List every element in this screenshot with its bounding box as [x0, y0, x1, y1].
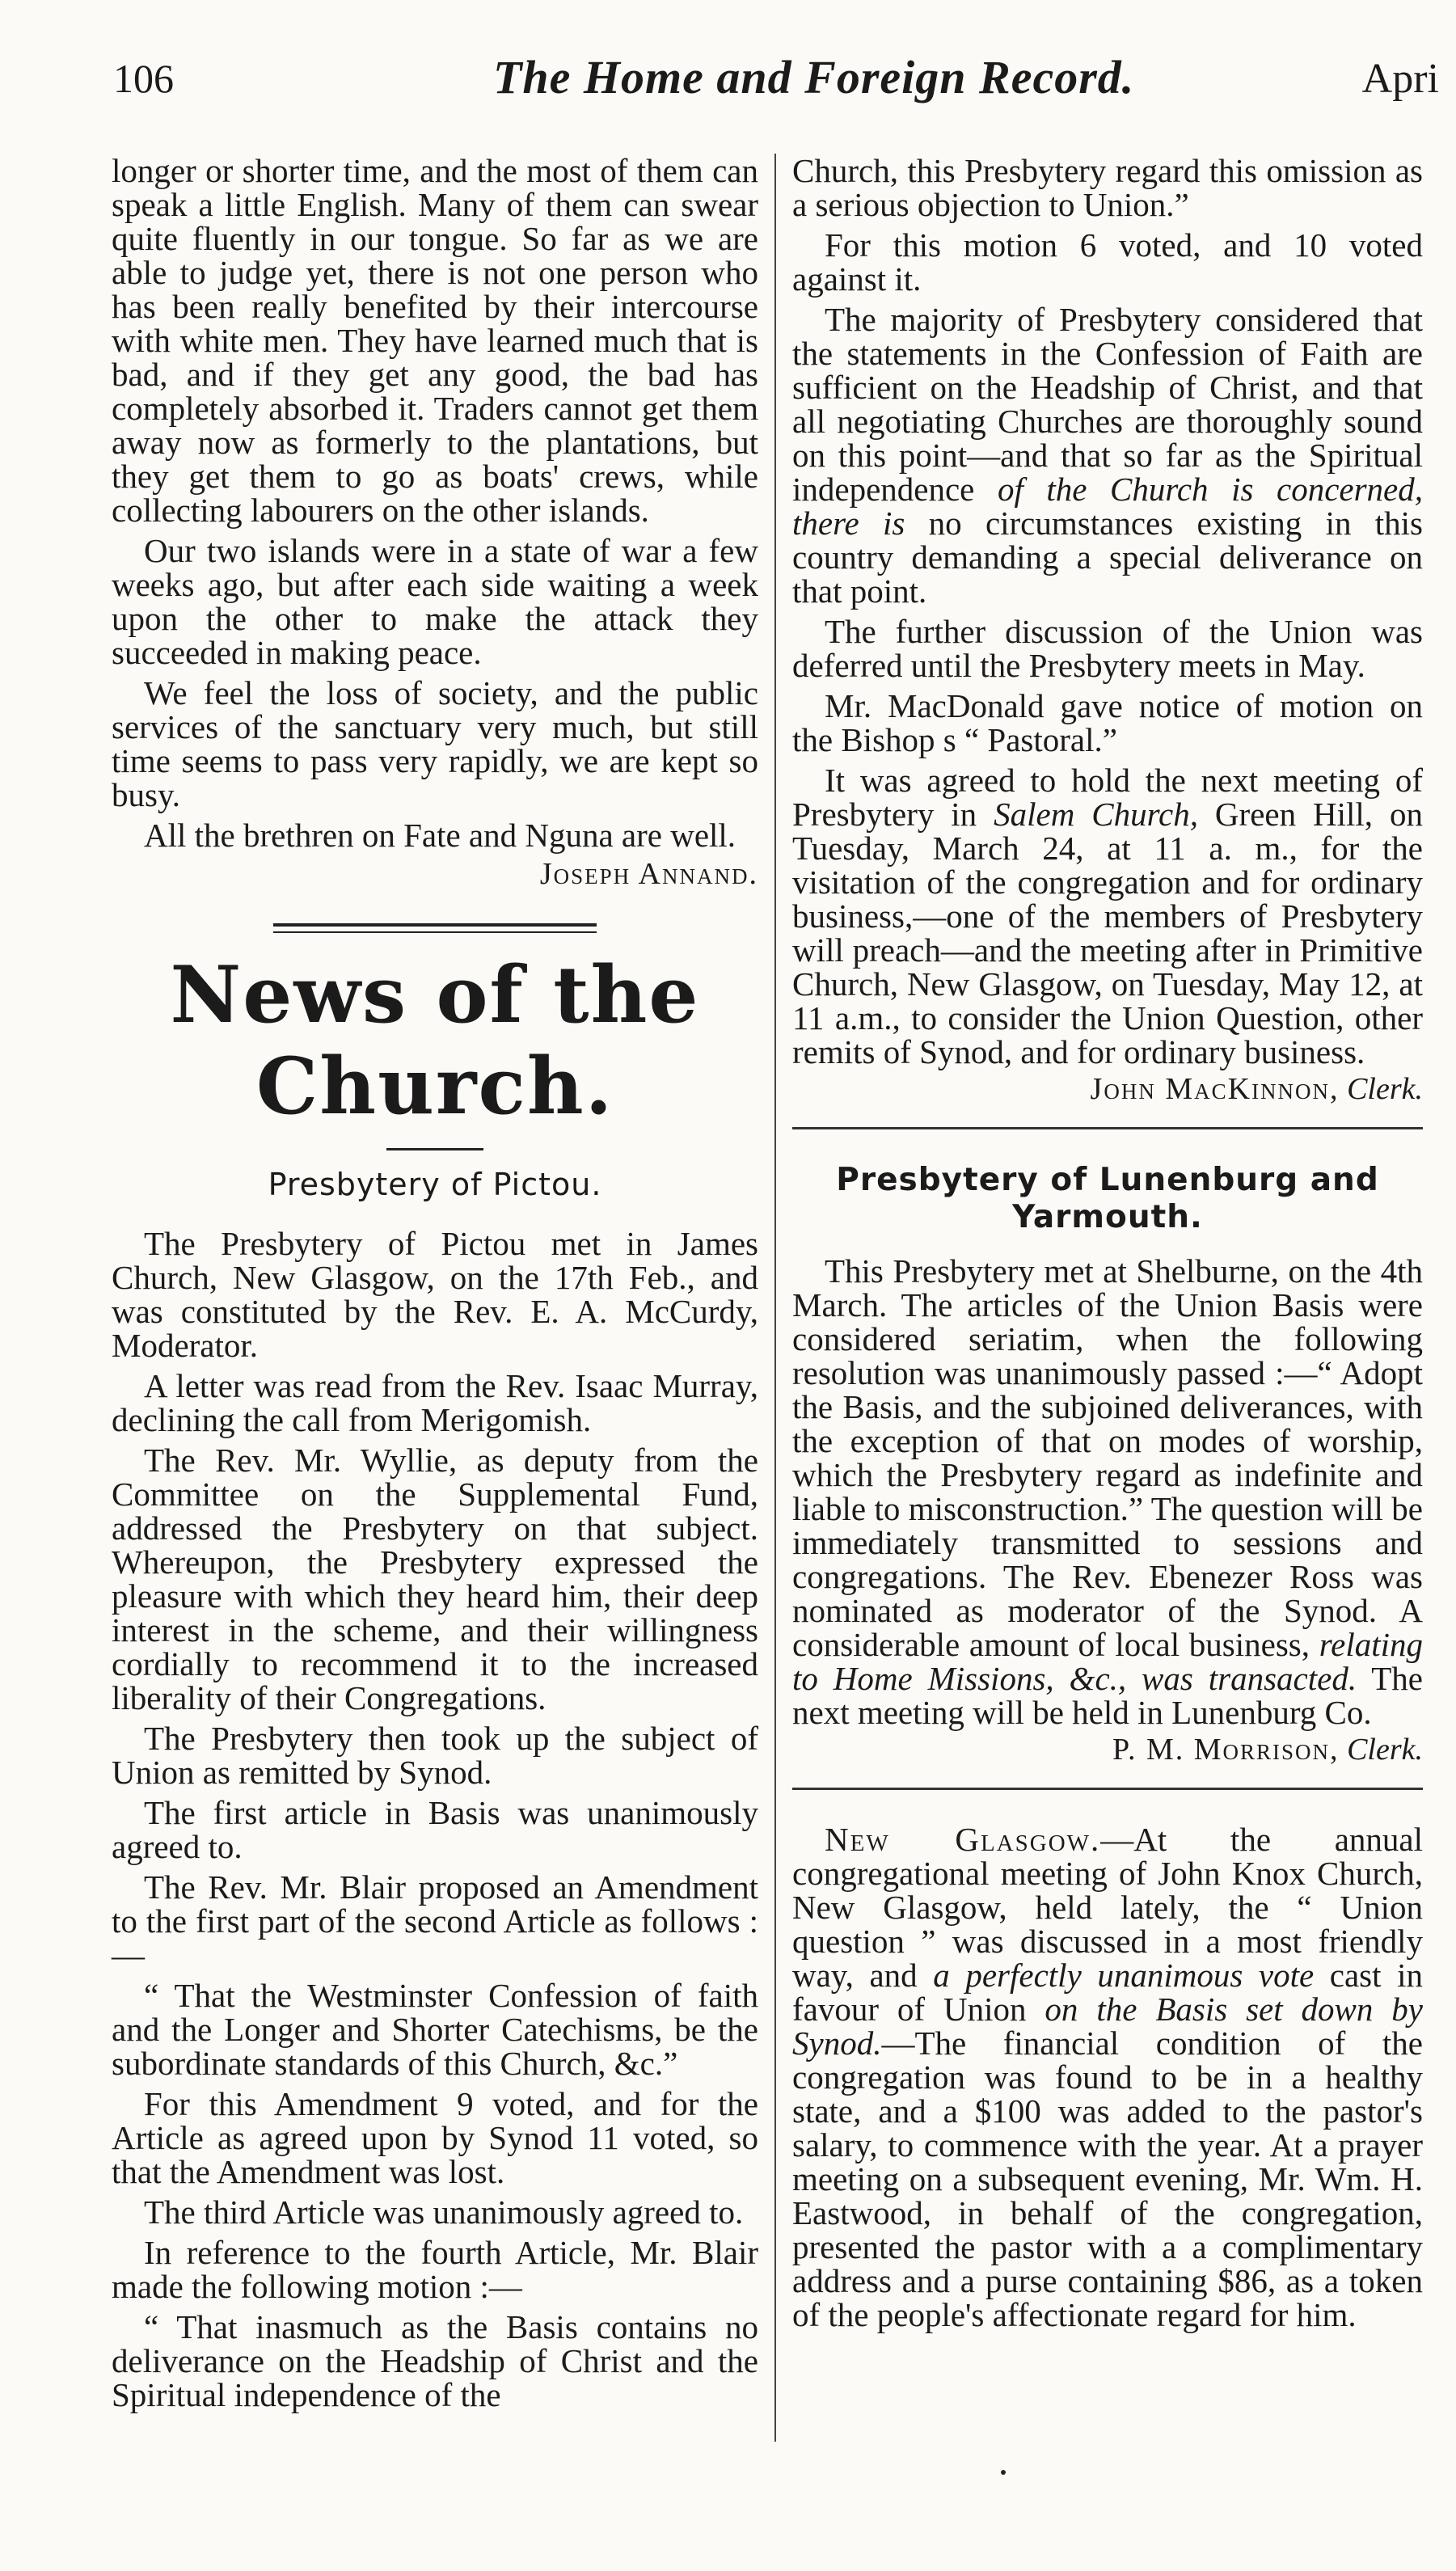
report-paragraph: The third Article was unanimously agreed to.: [144, 2193, 744, 2231]
running-month: Apri: [1361, 56, 1439, 102]
report-paragraph: The Rev. Mr. Blair proposed an Amendment to the first part of the second Article as follows :—: [112, 1868, 758, 1974]
quoted-motion: “ That inasmuch as the Basis contains no deliverance on the Headship of Christ and the Spiritual independence of the: [112, 2308, 758, 2413]
journal-title: The Home and Foreign Record.: [493, 51, 1135, 103]
report-paragraph: This Presbytery met at Shelburne, on the 4th March. The articles of the Union Basis were considered seriatim, when the following resolution was unanimously passed :—“ Adopt the Basis, and the subjoined deliverances, with the exception of that on modes of worship, which the Presbytery regard as indefinite and liable to misconstruction.” The question will be immediately transmitted to sessions and congregations. The Rev. Ebenezer Ross was nominated as moderator of the Synod. A considerable amount of local business, relating to Home Missions, &c., was transacted. The next meeting will be held in Lunenburg Co.: [792, 1252, 1423, 1731]
page-dot: [1001, 2470, 1006, 2475]
report-paragraph: The majority of Presbytery considered that the statements in the Confession of Faith are sufficient on the Headship of Christ, and that all negotiating Churches are thoroughly sound on this point—and that so far as the Spiritual independence of the Church is concerned, there is no circumstances existing in this country demanding a special deliverance on that point.: [792, 301, 1423, 610]
short-rule: [386, 1148, 483, 1150]
right-column: [792, 154, 1423, 2338]
article-paragraph: All the brethren on Fate and Nguna are well.: [144, 817, 736, 854]
clerk-signature: John MacKinnon, Clerk.: [1090, 1072, 1423, 1106]
lunenburg-heading: Presbytery of Lunenburg and Yarmouth.: [836, 1162, 1379, 1235]
article-closing: [112, 818, 758, 852]
section-title: News of the Church.: [170, 949, 700, 1132]
report-paragraph: The Presbytery of Pictou met in James Church, New Glasgow, on the 17th Feb., and was constituted by the Rev. E. A. McCurdy, Moderator.: [112, 1225, 758, 1364]
clerk-signature: P. M. Morrison, Clerk.: [1112, 1733, 1423, 1767]
ornamental-rule: [273, 923, 597, 933]
report-paragraph: Church, this Presbytery regard this omission as a serious objection to Union.”: [792, 152, 1423, 223]
author-signature: Joseph Annand.: [539, 857, 758, 891]
report-paragraph: The first article in Basis was unanimously agreed to.: [112, 1794, 758, 1865]
report-paragraph: For this Amendment 9 voted, and for the Article as agreed upon by Synod 11 voted, so that the Amendment was lost.: [112, 2085, 758, 2190]
section-rule: [792, 1127, 1423, 1129]
page-number: 106: [113, 56, 174, 101]
column-divider: [774, 154, 776, 2442]
report-paragraph: A letter was read from the Rev. Isaac Murray, declining the call from Merigomish.: [112, 1367, 758, 1438]
report-paragraph: The Rev. Mr. Wyllie, as deputy from the Committee on the Supplemental Fund, addressed the Presbytery on that subject. Whereupon, the Presbytery expressed the pleasure with which they heard him, their deep interest in the scheme, and their willingness cordially to recommend it to the increased liberality of their Congregations.: [112, 1442, 758, 1716]
report-paragraph: It was agreed to hold the next meeting of Presbytery in Salem Church, Green Hill, on Tuesday, March 24, at 11 a. m., for the visitation of the congregation and for ordinary business,—one of the members of Presbytery will preach—and the meeting after in Primitive Church, New Glasgow, on Tuesday, May 12, at 11 a.m., to consider the Union Question, other remits of Synod, and for ordinary business.: [792, 762, 1423, 1070]
section-rule: [792, 1788, 1423, 1790]
pictou-heading: Presbytery of Pictou.: [268, 1167, 602, 1202]
article-paragraph: Our two islands were in a state of war a few weeks ago, but after each side waiting a week upon the other to make the attack they succeeded in making peace.: [112, 532, 758, 671]
quoted-amendment: “ That the Westminster Confession of faith and the Longer and Shorter Catechisms, be the subordinate standards of this Church, &c.”: [112, 1977, 758, 2082]
report-paragraph: In reference to the fourth Article, Mr. Blair made the following motion :—: [112, 2234, 758, 2305]
report-paragraph: The further discussion of the Union was deferred until the Presbytery meets in May.: [792, 613, 1423, 684]
news-paragraph: New Glasgow.—At the annual congregational meeting of John Knox Church, New Glasgow, held lately, the “ Union question ” was discussed in a most friendly way, and a perfectly unanimous vote cast in favour of Union on the Basis set down by Synod.—The financial condition of the congregation was found to be in a healthy state, and a $100 was added to the pastor's salary, to commence with the year. At a prayer meeting on a subsequent evening, Mr. Wm. H. Eastwood, in behalf of the congregation, presented the pastor with a a complimentary address and a purse containing $86, as a token of the people's affectionate regard for him.: [792, 1821, 1423, 2333]
article-paragraph: longer or shorter time, and the most of them can speak a little English. Many of them can swear quite fluently in our tongue. So far as we are able to judge yet, there is not one person who has been really benefited by their intercourse with white men. They have learned much that is bad, and if they get any good, the bad has completely absorbed it. Traders cannot get them away now as formerly to the plantations, but they get them to go as boats' crews, while collecting labourers on the other islands.: [112, 152, 758, 529]
report-paragraph: For this motion 6 voted, and 10 voted against it.: [792, 226, 1423, 298]
article-paragraph: We feel the loss of society, and the public services of the sanctuary very much, but still time seems to pass very rapidly, we are kept so busy.: [112, 674, 758, 813]
report-paragraph: The Presbytery then took up the subject of Union as remitted by Synod.: [112, 1720, 758, 1791]
left-column: [112, 154, 758, 2418]
page-header: [113, 51, 1439, 128]
report-paragraph: Mr. MacDonald gave notice of motion on the Bishop s “ Pastoral.”: [792, 687, 1423, 758]
